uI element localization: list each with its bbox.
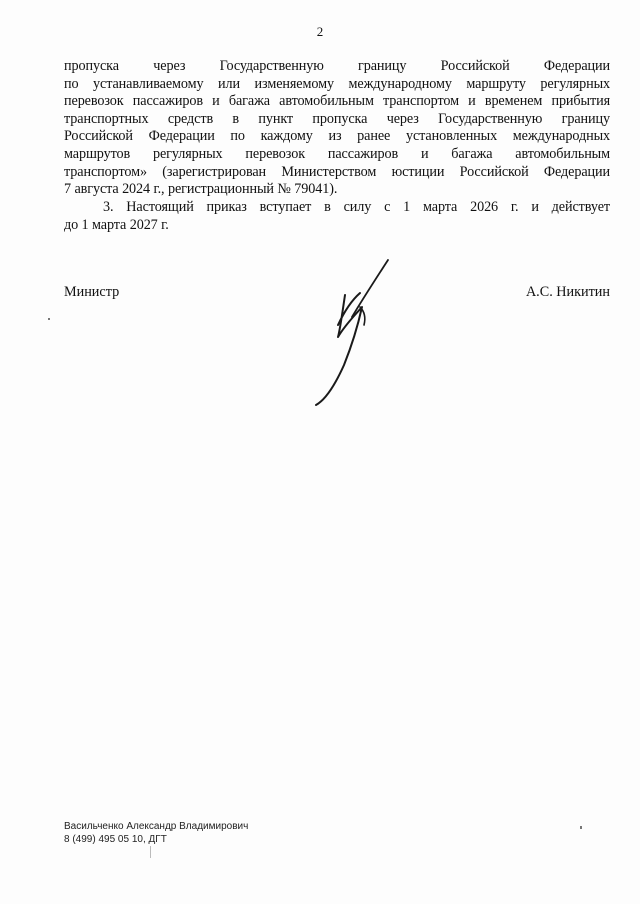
executor-name: Васильченко Александр Владимирович — [64, 821, 249, 832]
paragraph-continuation — [64, 58, 610, 199]
body-line: до 1 марта 2027 г. — [64, 216, 169, 233]
scan-speck — [580, 826, 582, 829]
paragraph-3 — [64, 199, 610, 234]
body-line: 7 августа 2024 г., регистрационный № 79041). — [64, 181, 338, 198]
body-line: транспортных средств в пункт пропуска через Государственную границу — [64, 110, 610, 127]
body-line: перевозок пассажиров и багажа автомобильным транспортом и временем прибытия — [64, 93, 610, 110]
body-line: транспортом» (зарегистрирован Министерством юстиции Российской Федерации — [64, 163, 610, 180]
body-line: Российской Федерации по каждому из ранее установленных международных — [64, 128, 610, 145]
body-line: по устанавливаемому или изменяемому международному маршруту регулярных — [64, 75, 610, 92]
body-line: 3. Настоящий приказ вступает в силу с 1 марта 2026 г. и действует — [103, 199, 610, 215]
scan-speck — [150, 846, 151, 858]
executor-info — [64, 820, 248, 846]
handwritten-signature — [300, 255, 420, 415]
scan-speck — [48, 318, 50, 320]
page-number: 2 — [316, 24, 324, 39]
body-line: маршрутов регулярных перевозок пассажиров и багажа автомобильным — [64, 145, 610, 162]
signatory-name: А.С. Никитин — [525, 284, 610, 300]
executor-contact: 8 (499) 495 05 10, ДГТ — [64, 834, 167, 845]
signatory-title: Министр — [64, 284, 120, 300]
body-line: пропуска через Государственную границу Российской Федерации — [64, 58, 610, 74]
